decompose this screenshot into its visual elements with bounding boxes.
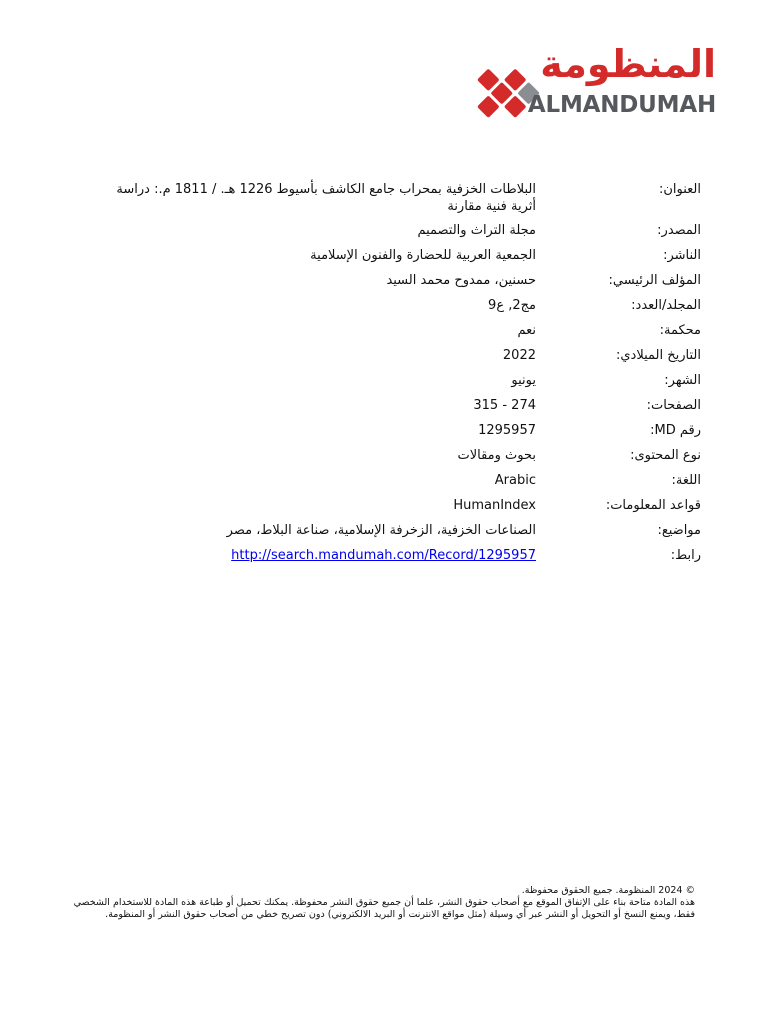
record-label: المصدر: [657, 223, 701, 238]
record-row-link [0, 547, 768, 572]
record-row-peer-reviewed [0, 322, 768, 347]
record-row-source [0, 222, 768, 247]
record-row-language [0, 472, 768, 497]
record-row-month [0, 372, 768, 397]
record-label: المؤلف الرئيسي: [608, 273, 701, 288]
record-row-pages [0, 397, 768, 422]
record-value: بحوث ومقالات [457, 448, 536, 463]
record-label: رابط: [670, 548, 701, 563]
record-label: الصفحات: [646, 398, 701, 413]
record-label: نوع المحتوى: [630, 448, 701, 463]
record-value: حسنين، ممدوح محمد السيد [386, 273, 536, 288]
record-row-title [0, 181, 768, 222]
record-label: الناشر: [663, 248, 701, 263]
record-value: نعم [517, 323, 536, 338]
record-link[interactable]: http://search.mandumah.com/Record/1295957 [231, 548, 536, 563]
copyright-footer [54, 885, 695, 921]
record-value: 1295957 [478, 423, 536, 438]
record-value [96, 547, 536, 564]
logo-english-text: ALMANDUMAH [527, 92, 716, 118]
copyright-notice: هذه المادة متاحة بناء على الإتفاق الموقع مع أصحاب حقوق النشر، علما أن جميع حقوق النشر محفوظة. يمكنك تحميل أو طباعة هذه المادة للاستخدام الشخصي فقط، ويمنع النسخ أو التحويل أو النشر عبر أي وسيلة (مثل مواقع الانترنت أو البريد الالكتروني) دون تصريح خطي من أصحاب حقوق النشر أو المنظومة. [73, 897, 695, 920]
record-value: Arabic [494, 473, 536, 488]
record-metadata [0, 178, 768, 572]
record-label: رقم MD: [650, 423, 701, 438]
record-label: اللغة: [671, 473, 701, 488]
record-label: التاريخ الميلادي: [616, 348, 701, 363]
record-label: الشهر: [664, 373, 701, 388]
record-value: البلاطات الخزفية بمحراب جامع الكاشف بأسيوط 1226 هـ. / 1811 م.: دراسة أثرية فنية مقارنة [116, 182, 536, 214]
record-row-subjects [0, 522, 768, 547]
almandumah-logo [456, 42, 718, 130]
record-value: 274 - 315 [473, 398, 536, 413]
record-label: محكمة: [659, 323, 701, 338]
record-label: قواعد المعلومات: [605, 498, 701, 513]
record-label: العنوان: [658, 182, 701, 197]
record-value: مجلة التراث والتصميم [417, 223, 536, 238]
record-row-volume-issue [0, 297, 768, 322]
record-value: الصناعات الخزفية، الزخرفة الإسلامية، صناعة البلاط، مصر [226, 523, 536, 538]
record-row-publisher [0, 247, 768, 272]
record-label: المجلد/العدد: [631, 298, 701, 313]
record-value: مج2, ع9 [488, 298, 536, 313]
record-row-md-number [0, 422, 768, 447]
record-row-author [0, 272, 768, 297]
record-row-year [0, 347, 768, 372]
record-value: HumanIndex [453, 498, 536, 513]
record-row-database [0, 497, 768, 522]
record-value: 2022 [502, 348, 536, 363]
record-value: الجمعية العربية للحضارة والفنون الإسلامية [310, 248, 536, 263]
copyright-line: © 2024 المنظومة. جميع الحقوق محفوظة. [521, 885, 695, 896]
logo-arabic-text: المنظومة [540, 42, 716, 86]
record-label: مواضيع: [657, 523, 701, 538]
record-row-content-type [0, 447, 768, 472]
record-value: يونيو [511, 373, 536, 388]
